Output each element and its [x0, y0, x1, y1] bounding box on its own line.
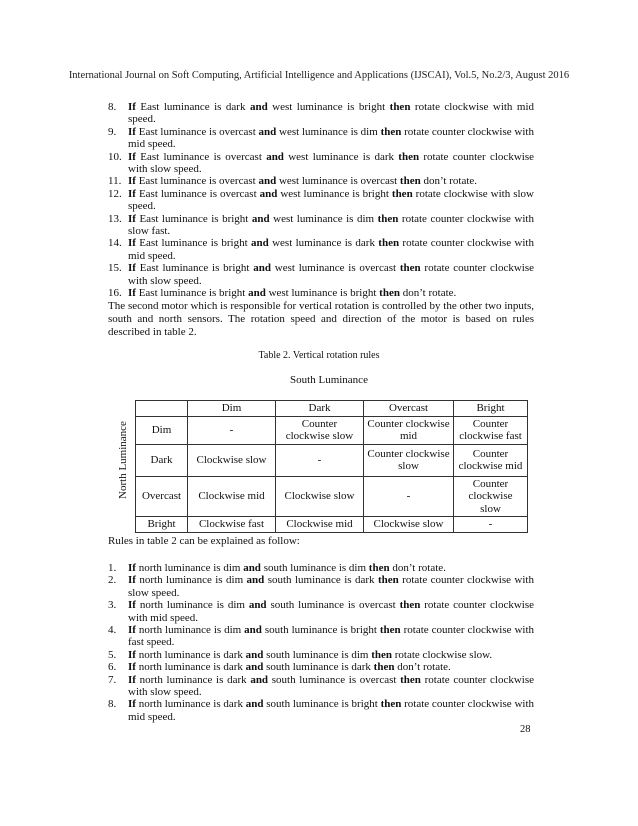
rule-keyword: then	[399, 262, 421, 275]
rule-keyword: If	[128, 698, 136, 711]
table-row	[136, 444, 528, 476]
rule-text: East luminance is overcast	[135, 150, 267, 163]
rule-keyword: and	[250, 673, 269, 686]
rule-text: East luminance is overcast	[135, 175, 259, 188]
rule-keyword: and	[244, 624, 262, 637]
table-cell: Counter clockwise mid	[364, 416, 454, 444]
rule-text: don’t rotate.	[399, 287, 457, 300]
rule-item	[108, 661, 534, 673]
rule-text: rotate counter clockwise with slow fast.	[128, 212, 534, 238]
rule-text: north luminance is dark	[135, 648, 246, 661]
rule-text: East luminance is dark	[135, 101, 250, 113]
rule-item	[108, 188, 534, 213]
rule-text: west luminance is dark	[268, 237, 379, 250]
rule-keyword: If	[128, 150, 136, 163]
vertical-rotation-table	[135, 400, 528, 533]
rule-number: 8.	[108, 698, 117, 711]
table-row	[136, 517, 528, 533]
rule-item	[108, 624, 534, 649]
rule-text: south luminance is overcast	[268, 673, 401, 686]
rule-keyword: then	[380, 698, 402, 711]
south-luminance-label: South Luminance	[290, 374, 368, 386]
table-cell: Counter clockwise slow	[276, 416, 364, 444]
rule-keyword: then	[368, 562, 390, 574]
rule-keyword: If	[128, 101, 136, 113]
rule-item	[108, 674, 534, 699]
table-row	[136, 416, 528, 444]
rule-text: don’t rotate.	[420, 175, 478, 188]
rule-text: north luminance is dark	[135, 698, 246, 711]
rule-keyword: then	[399, 599, 421, 612]
rule-keyword: If	[128, 237, 136, 250]
rule-item	[108, 599, 534, 624]
rule-keyword: then	[391, 187, 413, 200]
north-luminance-axis	[113, 400, 133, 520]
rule-keyword: If	[128, 648, 136, 661]
rule-keyword: If	[128, 599, 136, 612]
rule-text: East luminance is bright	[135, 262, 254, 275]
rule-keyword: and	[245, 698, 264, 711]
page-number: 28	[520, 724, 531, 735]
rule-text: north luminance is dim	[135, 562, 244, 574]
rule-text: rotate counter clockwise with fast speed.	[128, 624, 535, 649]
rule-number: 4.	[108, 624, 117, 637]
corner-cell	[136, 401, 188, 417]
table-cell: Counter clockwise fast	[454, 416, 528, 444]
table-cell: -	[276, 444, 364, 476]
rule-number: 16.	[108, 287, 122, 300]
rule-text: East luminance is overcast	[135, 187, 260, 200]
row-header: Overcast	[136, 476, 188, 517]
rule-number: 11.	[108, 175, 122, 188]
rule-item	[108, 237, 534, 262]
table-cell: Clockwise fast	[188, 517, 276, 533]
rule-text: south luminance is overcast	[266, 599, 400, 612]
rule-text: rotate clockwise slow.	[392, 648, 493, 661]
table-cell: Clockwise slow	[188, 444, 276, 476]
rule-keyword: and	[251, 212, 270, 225]
rule-keyword: and	[245, 661, 264, 674]
rule-text: west luminance is dim	[276, 125, 381, 138]
rule-keyword: and	[251, 237, 269, 250]
rule-keyword: If	[128, 175, 136, 188]
rule-item	[108, 126, 534, 151]
column-header: Dark	[276, 401, 364, 417]
rule-keyword: and	[243, 562, 261, 574]
rule-text: East luminance is bright	[135, 212, 252, 225]
rule-text: rotate counter clockwise with slow speed.	[128, 150, 534, 176]
rule-item	[108, 698, 534, 723]
rule-text: rotate clockwise with mid speed.	[128, 101, 535, 126]
rule-keyword: then	[377, 574, 399, 587]
rule-item	[108, 175, 534, 187]
rule-keyword: then	[371, 648, 393, 661]
rule-keyword: then	[379, 624, 401, 637]
rule-keyword: If	[128, 125, 136, 138]
rule-keyword: and	[248, 287, 266, 300]
rule-text: south luminance is dim	[260, 562, 369, 574]
rule-text: rotate counter clockwise with mid speed.	[128, 125, 534, 151]
rule-keyword: and	[245, 648, 264, 661]
rule-keyword: If	[128, 262, 136, 275]
rule-keyword: If	[128, 574, 136, 587]
rule-text: north luminance is dark	[135, 661, 246, 674]
rule-text: south luminance is bright	[263, 698, 381, 711]
rule-text: west luminance is dark	[283, 150, 399, 163]
rule-number: 3.	[108, 599, 117, 612]
rule-text: west luminance is dim	[269, 212, 378, 225]
vertical-motor-paragraph: The second motor which is responsible for vertical rotation is controlled by the other two inputs, south and north sensors. The rotation speed and direction of the motor is based on rules described in table 2.	[108, 300, 534, 338]
rule-number: 2.	[108, 574, 117, 587]
rule-number: 10.	[108, 150, 122, 163]
table-cell: Counter clockwise slow	[454, 476, 528, 517]
table-cell: -	[454, 517, 528, 533]
column-header: Dim	[188, 401, 276, 417]
rule-text: rotate counter clockwise with mid speed.	[128, 237, 534, 262]
rule-text: west luminance is bright	[267, 101, 390, 113]
rule-number: 15.	[108, 262, 122, 275]
rule-text: rotate counter clockwise with mid speed.	[128, 698, 534, 723]
east-west-rules-list	[108, 101, 534, 300]
column-header: Bright	[454, 401, 528, 417]
rule-keyword: then	[389, 101, 411, 113]
rule-text: west luminance is bright	[265, 287, 380, 300]
rule-number: 6.	[108, 661, 117, 674]
table-cell: Counter clockwise mid	[454, 444, 528, 476]
table-header-row	[136, 401, 528, 417]
rule-keyword: then	[380, 125, 402, 138]
north-south-rules-list	[108, 562, 534, 723]
table-cell: -	[364, 476, 454, 517]
table-cell: Clockwise mid	[188, 476, 276, 517]
rule-text: East luminance is overcast	[135, 125, 259, 138]
rule-text: north luminance is dim	[135, 599, 249, 612]
rule-number: 8.	[108, 101, 117, 113]
rule-keyword: If	[128, 661, 136, 674]
rule-number: 5.	[108, 648, 117, 661]
rule-text: north luminance is dim	[135, 574, 247, 587]
rule-text: rotate counter clockwise with slow speed.	[128, 574, 534, 599]
rule-text: don’t rotate.	[394, 661, 451, 674]
rule-keyword: then	[379, 287, 400, 300]
rule-keyword: and	[259, 187, 278, 200]
rule-keyword: If	[128, 287, 136, 300]
rule-text: south luminance is dark	[264, 574, 378, 587]
rule-text: East luminance is bright	[135, 237, 251, 250]
rule-item	[108, 562, 534, 574]
rule-text: East luminance is bright	[135, 287, 249, 300]
rule-keyword: and	[248, 599, 267, 612]
rule-text: rotate counter clockwise with mid speed.	[128, 599, 534, 624]
north-luminance-label: North Luminance	[117, 421, 129, 499]
rule-text: west luminance is bright	[277, 187, 392, 200]
rule-text: south luminance is dim	[263, 648, 372, 661]
rule-item	[108, 287, 534, 299]
table-caption: Table 2. Vertical rotation rules	[258, 350, 380, 361]
rule-keyword: and	[258, 125, 277, 138]
rule-keyword: then	[400, 673, 421, 686]
rule-text: west luminance is overcast	[270, 262, 400, 275]
rule-number: 13.	[108, 212, 122, 225]
rule-item	[108, 213, 534, 238]
rule-text: south luminance is dark	[263, 661, 374, 674]
rule-item	[108, 262, 534, 287]
rule-keyword: then	[377, 212, 399, 225]
table-cell: Counter clockwise slow	[364, 444, 454, 476]
rule-keyword: and	[266, 150, 284, 163]
table-cell: Clockwise slow	[364, 517, 454, 533]
table-cell: Clockwise slow	[276, 476, 364, 517]
rule-number: 7.	[108, 673, 117, 686]
row-header: Dark	[136, 444, 188, 476]
rule-item	[108, 574, 534, 599]
rule-text: rotate clockwise with slow speed.	[128, 187, 534, 213]
row-header: Bright	[136, 517, 188, 533]
running-header: International Journal on Soft Computing, Artificial Intelligence and Applications (IJSCAI), Vol.5, No.2/3, August 2016	[68, 70, 570, 81]
rule-keyword: then	[398, 150, 420, 163]
row-header: Dim	[136, 416, 188, 444]
rule-keyword: If	[128, 624, 136, 637]
rule-number: 1.	[108, 562, 117, 574]
rule-keyword: and	[249, 101, 268, 113]
rule-text: west luminance is overcast	[276, 175, 400, 188]
rule-number: 12.	[108, 187, 122, 200]
rule-number: 14.	[108, 237, 122, 250]
rule-keyword: and	[253, 262, 271, 275]
rule-text: north luminance is dim	[135, 624, 245, 637]
rule-text: rotate counter clockwise with slow speed.	[128, 673, 534, 699]
rule-item	[108, 101, 534, 126]
rule-text: north luminance is dark	[135, 673, 251, 686]
rule-keyword: If	[128, 562, 136, 574]
rule-keyword: then	[373, 661, 395, 674]
table-cell: -	[188, 416, 276, 444]
rule-keyword: then	[399, 175, 421, 188]
rule-item	[108, 151, 534, 176]
rule-keyword: If	[128, 212, 136, 225]
rule-item	[108, 649, 534, 661]
rule-text: rotate counter clockwise with slow speed.	[128, 262, 534, 287]
column-header: Overcast	[364, 401, 454, 417]
rule-keyword: If	[128, 673, 136, 686]
rule-text: don’t rotate.	[389, 562, 446, 574]
rule-keyword: and	[258, 175, 277, 188]
rules-intro-paragraph: Rules in table 2 can be explained as follow:	[108, 535, 300, 547]
table-cell: Clockwise mid	[276, 517, 364, 533]
table-row	[136, 476, 528, 517]
rule-number: 9.	[108, 125, 117, 138]
rule-keyword: then	[378, 237, 400, 250]
rule-text: south luminance is bright	[261, 624, 380, 637]
rule-keyword: If	[128, 187, 136, 200]
rule-keyword: and	[246, 574, 265, 587]
